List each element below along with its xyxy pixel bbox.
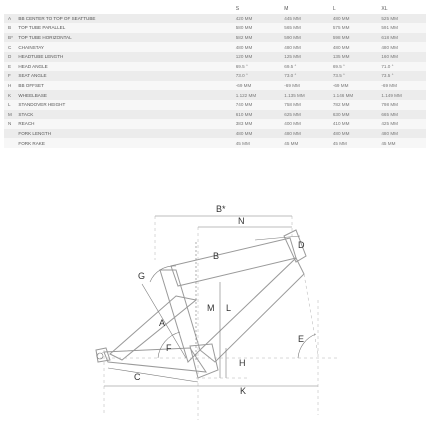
row-value: 45 MM [284,140,299,146]
table-row [4,62,426,72]
row-value: 73.5 ° [332,73,345,79]
row-value: 625 MM [284,111,301,117]
row-value: 45 MM [332,140,347,146]
table-row [4,129,426,139]
row-value: 480 MM [332,131,350,137]
row-value: 120 MM [235,54,253,60]
row-value: 582 MM [235,35,253,41]
row-code: N [8,121,12,127]
frame-outline [96,230,306,378]
row-value: -69 MM [284,83,300,89]
table-row [4,110,426,120]
dim-b [255,236,300,240]
label-m: M [207,303,215,313]
row-code: B [8,25,12,31]
row-value: 740 MM [235,102,253,108]
header-code [4,4,14,14]
row-value: 400 MM [284,121,301,127]
row-value: 480 MM [381,131,398,137]
label-b: B [213,251,220,261]
label-n: N [238,216,245,226]
table-row [4,33,426,43]
table-row [4,42,426,52]
table-row [4,23,426,33]
row-measure-name: FORK LENGTH [18,131,52,137]
row-measure-name: FORK RAKE [18,140,45,146]
row-value: 425 MM [381,121,398,127]
label-g: G [138,271,146,281]
row-measure-name: HEAD ANGLE [18,63,48,69]
header-measure [14,4,231,14]
row-value: 798 MM [381,102,398,108]
row-measure-name: STACK [18,111,34,117]
table-row [4,14,426,24]
row-value: 73.5 ° [381,73,394,79]
label-d: D [298,240,305,250]
row-value: 73.0 ° [235,73,248,79]
label-k: K [240,386,247,396]
header-size-l: L [332,5,336,12]
label-h: H [239,358,246,368]
row-value: 160 MM [381,54,398,60]
label-a: A [159,318,166,328]
row-measure-name: WHEELBASE [18,92,47,98]
row-code: C [8,44,12,50]
table-row [4,52,426,62]
header-size-s: S [235,5,240,12]
row-measure-name: BB OFFSET [18,83,44,89]
row-measure-name: REACH [18,121,35,127]
row-measure-name: TOP TUBE HORIZONTAL [18,35,72,41]
table-row [4,90,426,100]
row-value: 69.5 ° [332,63,345,69]
row-code: A [8,15,12,21]
bike-geometry-diagram [0,200,430,430]
row-value: 45 MM [381,140,396,146]
row-value: 135 MM [332,54,350,60]
row-value: 1.146 MM [332,92,354,98]
row-value: 420 MM [235,15,253,21]
row-value: 480 MM [284,131,301,137]
row-value: 575 MM [332,25,350,31]
row-value: 45 MM [235,140,250,146]
row-value: 383 MM [235,121,253,127]
row-value: 480 MM [284,44,301,50]
row-measure-name: CHAINSTAY [18,44,44,50]
row-value: 598 MM [332,35,350,41]
label-l: L [226,303,232,313]
row-code: B* [8,35,13,41]
row-value: 618 MM [381,35,398,41]
dimension-lines [104,216,318,386]
row-value: 125 MM [284,54,301,60]
table-row [4,138,426,148]
row-value: 610 MM [235,111,253,117]
row-code: K [8,92,12,98]
row-value: 665 MM [381,111,398,117]
row-code: H [8,83,12,89]
header-size-xl: XL [381,5,388,12]
label-e: E [298,334,305,344]
row-value: 782 MM [332,102,350,108]
row-value: 630 MM [332,111,350,117]
label-c: C [134,372,141,382]
table-row [4,119,426,129]
row-code: E [8,63,12,69]
row-value: 480 MM [332,44,350,50]
row-value: 410 MM [332,121,350,127]
row-value: 69.5 ° [235,63,248,69]
row-value: 1.122 MM [235,92,257,98]
row-measure-name: HEADTUBE LENGTH [18,54,64,60]
row-value: 69.5 ° [284,63,297,69]
table-row [4,81,426,91]
row-value: 480 MM [235,44,253,50]
row-value: 480 MM [332,15,350,21]
table-header-row [4,4,426,14]
row-value: 73.0 ° [284,73,297,79]
table-body [4,14,426,148]
header-size-m: M [284,5,289,12]
row-code [4,138,14,148]
row-value: -69 MM [235,83,252,89]
row-value: 580 MM [235,25,253,31]
row-value: 590 MM [284,35,301,41]
row-value: 480 MM [235,131,253,137]
seat-stay [110,296,196,360]
geometry-table [4,4,426,148]
row-value: 591 MM [381,25,398,31]
top-tube [171,238,296,286]
row-measure-name: TOP TUBE PARALLEL [18,25,66,31]
table-row [4,100,426,110]
label-b-star: B* [216,204,226,214]
row-measure-name: SEAT ANGLE [18,73,47,79]
row-value: 480 MM [381,44,398,50]
row-code: L [8,102,11,108]
row-code [4,129,14,139]
table-row [4,71,426,81]
row-code: D [8,54,12,60]
row-value: 445 MM [284,15,301,21]
row-value: 525 MM [381,15,398,21]
row-value: 71.0 ° [381,63,394,69]
label-f: F [166,343,172,353]
row-measure-name: STANDOVER HEIGHT [18,102,66,108]
row-value: -69 MM [332,83,349,89]
row-measure-name: BB CENTER TO TOP OF SEATTUBE [18,15,96,21]
row-value: 1.135 MM [284,92,305,98]
row-code: M [8,111,12,117]
down-tube [200,258,304,362]
row-code: F [8,73,11,79]
row-value: 1.149 MM [381,92,402,98]
row-value: 565 MM [284,25,301,31]
row-value: 758 MM [284,102,301,108]
row-value: -69 MM [381,83,397,89]
